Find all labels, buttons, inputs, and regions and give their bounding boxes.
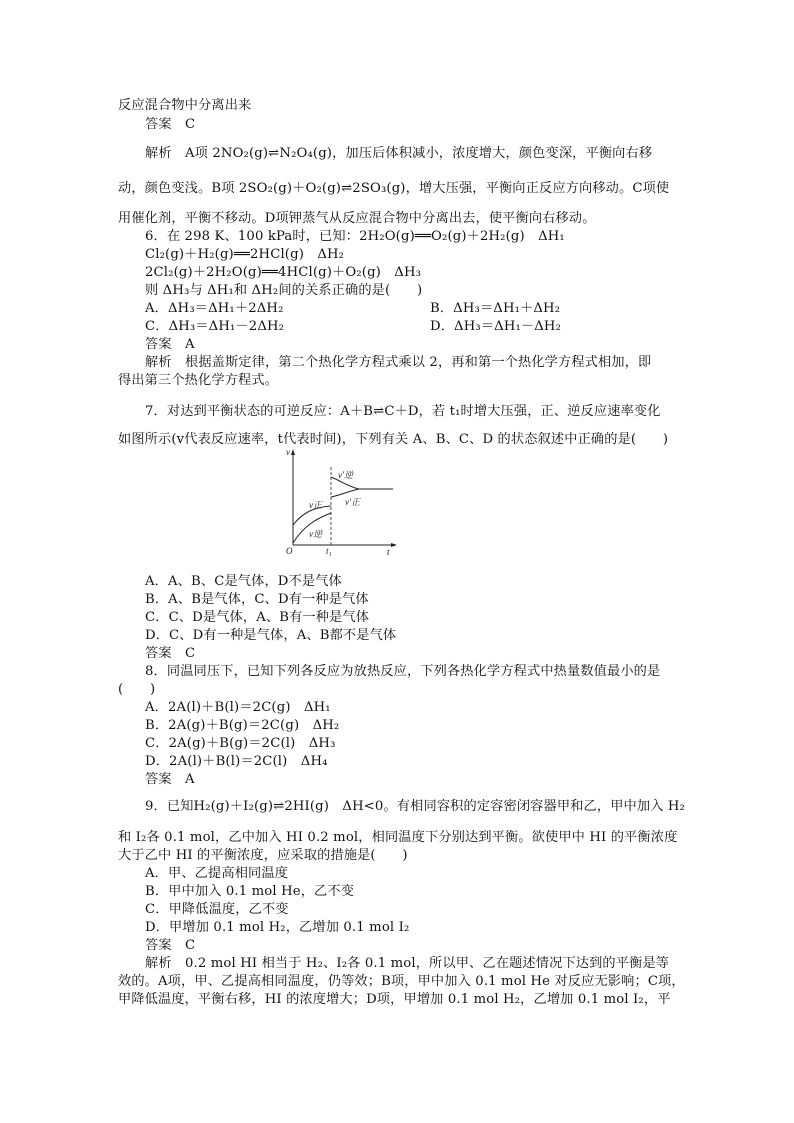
option-b: B．A、B是气体，C、D有一种是气体 [145, 592, 369, 607]
x-axis-label: t [387, 547, 390, 557]
analysis-line: 解析 A项 2NO₂(g)⇌N₂O₄(g)，加压后体积减小，浓度增大，颜色变深，平衡向右移 [145, 146, 653, 161]
question-7: 7．对达到平衡状态的可逆反应：A＋B⇌C＋D，若 t₁时增大压强，正、逆反应速率变化 [145, 404, 661, 419]
text-line: 动，颜色变浅。B项 2SO₂(g)＋O₂(g)⇌2SO₃(g)，增大压强，平衡向正反应方向移动。C项使 [118, 181, 670, 196]
analysis-line: 解析 根据盖斯定律，第二个热化学方程式乘以 2，再和第一个热化学方程式相加，即 [145, 355, 652, 370]
question-8: 8．同温同压下，已知下列各反应为放热反应，下列各热化学方程式中热量数值最小的是 [145, 664, 661, 679]
option-a: A．2A(l)＋B(l)＝2C(g) ΔH₁ [145, 700, 331, 715]
option-d: D．ΔH₃＝ΔH₁－ΔH₂ [430, 319, 562, 334]
text-line: 得出第三个热化学方程式。 [118, 373, 279, 388]
y-axis-label: v [286, 447, 290, 457]
answer-line: 答案 C [145, 117, 196, 132]
text-line: 和 I₂各 0.1 mol，乙中加入 HI 0.2 mol，相同温度下分别达到平衡。欲使甲中 HI 的平衡浓度 [118, 830, 678, 845]
option-d: D．C、D有一种是气体，A、B都不是气体 [145, 628, 397, 643]
option-d: D．甲增加 0.1 mol H₂，乙增加 0.1 mol I₂ [145, 920, 410, 935]
v-reverse-label: v逆 [309, 529, 322, 539]
option-b: B．甲中加入 0.1 mol He，乙不变 [145, 884, 355, 899]
option-a: A．ΔH₃＝ΔH₁＋2ΔH₂ [145, 301, 284, 316]
question-stem: 则 ΔH₃与 ΔH₁和 ΔH₂间的关系正确的是( ) [145, 283, 423, 298]
text-line: 反应混合物中分离出来 [118, 98, 252, 113]
option-b: B．2A(g)＋B(g)＝2C(g) ΔH₂ [145, 718, 340, 733]
text-line: 大于乙中 HI 的平衡浓度，应采取的措施是( ) [118, 848, 408, 863]
option-a: A．A、B、C是气体，D不是气体 [145, 574, 342, 589]
origin-label: O [286, 546, 293, 556]
question-9: 9．已知H₂(g)＋I₂(g)⇌2HI(g) ΔH<0。有相同容积的定容密闭容器甲和乙，甲中加入 H₂ [145, 799, 685, 814]
option-d: D．2A(l)＋B(l)＝2C(l) ΔH₄ [145, 754, 328, 769]
text-line: 甲降低温度，平衡右移，HI 的浓度增大；D项，甲增加 0.1 mol H₂，乙增加 0.1 mol I₂，平 [118, 992, 671, 1007]
option-a: A．甲、乙提高相同温度 [145, 866, 289, 881]
option-c: C．C、D是气体，A、B有一种是气体 [145, 610, 370, 625]
v-forward-label: v正 [309, 500, 322, 510]
option-c: C．甲降低温度，乙不变 [145, 902, 289, 917]
text-line: 效的。A项，甲、乙提高相同温度，仍等效；B项，甲中加入 0.1 mol He 对反应无影响；C项， [118, 974, 685, 989]
text-line: 用催化剂，平衡不移动。D项钾蒸气从反应混合物中分离出去，使平衡向右移动。 [118, 211, 596, 226]
equation-line: Cl₂(g)＋H₂(g)══2HCl(g) ΔH₂ [145, 247, 345, 262]
answer-line: 答案 C [145, 938, 196, 953]
rate-time-graph [283, 447, 403, 559]
analysis-line: 解析 0.2 mol HI 相当于 H₂、I₂各 0.1 mol，所以甲、乙在题述情况下达到的平衡是等 [145, 956, 670, 971]
option-c: C．2A(g)＋B(g)＝2C(l) ΔH₃ [145, 736, 336, 751]
v-reverse-prime-label: v′逆 [338, 470, 353, 480]
text-line: 如图所示(v代表反应速率，t代表时间)，下列有关 A、B、C、D 的状态叙述中正确的是( ) [118, 432, 669, 447]
text-line: ( ) [118, 682, 156, 697]
option-b: B．ΔH₃＝ΔH₁＋ΔH₂ [430, 301, 561, 316]
answer-line: 答案 A [145, 337, 195, 352]
option-c: C．ΔH₃＝ΔH₁－2ΔH₂ [145, 319, 285, 334]
equation-line: 2Cl₂(g)＋2H₂O(g)══4HCl(g)＋O₂(g) ΔH₃ [145, 265, 422, 280]
answer-line: 答案 A [145, 772, 195, 787]
question-6: 6．在 298 K、100 kPa时，已知：2H₂O(g)══O₂(g)＋2H₂(g) ΔH₁ [145, 229, 565, 244]
t1-label: t₁ [326, 546, 332, 556]
v-forward-prime-label: v′正 [345, 497, 360, 507]
answer-line: 答案 C [145, 646, 196, 661]
